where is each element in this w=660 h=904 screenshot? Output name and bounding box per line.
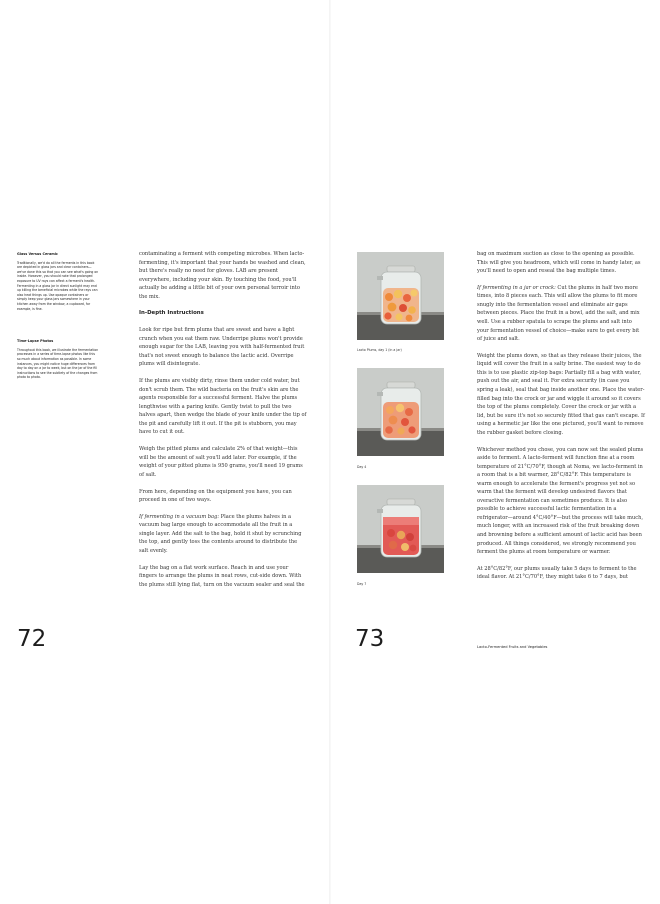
body-paragraph: Weight the plums down, so that as they release their juices, the liquid will cover the fruit in a salty brine. The easiest way to do this is to use plastic zip-top bags: Partially fill a bag with water, push out the air, and seal it. For extra security (in case you spring a leak), seal that bag inside another one. Place the water-filled bag into the crock or jar and wiggle it around so it covers the top of the plums completely. Cover the crock or jar with a lid, but be sure it's not so securely fitted that gas can't escape. If using a hermetic jar like the one pictured, you'll want to remove the rubber gasket before closing. [477, 352, 645, 436]
body-paragraph: Look for ripe but firm plums that are sweet and have a light crunch when you eat them raw. Underripe plums won't provide enough sugar for the LAB, leaving you with half-fermented fruit that's not sweet enough to balance the lactic acid. Overripe plums will disintegrate. [139, 327, 305, 368]
right-page-text-column [477, 250, 645, 590]
photo-caption: Day 7 [357, 582, 367, 586]
photo-caption: Day 4 [357, 465, 367, 469]
body-paragraph: contaminating a ferment with competing microbes. When lacto-fermenting, it's important that your hands be washed and clean, but there's really no need for gloves. LAB are present everywhere, including your skin. By touching the food, you'll actually be adding a little bit of your own personal terroir into the mix. [139, 251, 306, 300]
left-page-text-column [139, 250, 307, 598]
body-paragraph [477, 284, 645, 344]
section-heading: In-Depth Instructions [139, 310, 204, 317]
jar-photo-day-4 [357, 368, 444, 456]
jar-photo-day-1 [357, 252, 444, 340]
running-footer: Lacto-Fermented Fruits and Vegetables [477, 645, 548, 649]
sidebar-note [17, 339, 99, 380]
page-number-left: 72 [17, 626, 47, 652]
sidebar-body: Traditionally, we'd do all the ferments in this book are depicted in glass jars and clear containers—we've done this so that you can see what's going on inside. However, you should note that prolonged exposure to UV rays can affect a ferment's health. Fermenting in a glass jar in direct sunlight may end up killing the beneficial microbes while the rays can also heat things up. Use opaque containers or simply keep your glass jars somewhere in your kitchen away from the window, a cupboard, for example, is fine. [17, 260, 99, 311]
body-paragraph: bag on maximum suction as close to the opening as possible. This will give you headroom, which will come in handy later, as you'll need to open and reseal the bag multiple times. [477, 251, 641, 275]
method-label: If fermenting in a jar or crock: [477, 284, 556, 291]
page-gutter [329, 0, 331, 904]
body-paragraph: If the plums are visibly dirty, rinse them under cold water, but don't scrub them. The wild bacteria on the fruit's skin are the agents responsible for a successful ferment. Halve the plums lengthwise with a paring knife. Gently twist to pull the two halves apart, then wedge the blade of your knife under the tip of the pit and carefully lift it out. If the pit is stubborn, you may have to cut it out. [139, 378, 307, 436]
method-label: If fermenting in a vacuum bag: [139, 513, 220, 520]
sidebar-body: Throughout this book, we illustrate the fermentation processes in a series of time-lapse photos like this so much about information as possible. In some instances, you might notice huge differences from day to day on a jar to week, but on the jar of the fill instructions to see the subtlety of the changes from photo to photo. [17, 347, 99, 380]
jar-photo-day-7 [357, 485, 444, 573]
paragraph-text: Place the plums halves in a vacuum bag large enough to accommodate all the fruit in a single layer. Add the salt to the bag, hold it shut by scrunching the top, and gently toss the contents around to distribute the salt evenly. [139, 513, 302, 554]
sidebar-note [17, 252, 99, 311]
body-paragraph: Weigh the pitted plums and calculate 2% of that weight—this will be the amount of salt you'll add later. For example, if the weight of your pitted plums is 950 grams, you'll need 19 grams of salt. [139, 446, 303, 478]
sidebar-heading: Glass Versus Ceramic [17, 252, 58, 256]
sidebar-heading: Time-Lapse Photos [17, 339, 54, 344]
body-paragraph: Whichever method you chose, you can now set the sealed plums aside to ferment. A lacto-ferment will function fine at a room temperature of 21°C/70°F, though at Noma, we lacto-ferment in a room that is a bit warmer, 28°C/82°F. This temperature is warm enough to accelerate the ferment's progress yet not so warm that the ferment will develop undesired flavors that overactive fermentation can sometimes produce. It is also possible to achieve successful lactic fermentation in a refrigerator—around 4°C/40°F—but the process will take much, much longer, with an increased risk of the fruit breaking down and browning before a sufficient amount of lactic acid has been produced. All things considered, we strongly recommend you ferment the plums at room temperature or warmer. [477, 446, 644, 556]
paragraph-text: Cut the plums in half two more times, into 8 pieces each. This will allow the plums to fit more snugly into the fermentation vessel and eliminate air gaps between pieces. Place the fruit in a bowl, add the salt, and mix well. Use a rubber spatula to scrape the plums and salt into your fermentation vessel of choice—make sure to get every bit of juice and salt. [477, 284, 640, 343]
body-paragraph: At 28°C/82°F, our plums usually take 5 days to ferment to the ideal flavor. At 21°C/70°F, they might take 6 to 7 days, but [477, 565, 637, 581]
body-paragraph: From here, depending on the equipment you have, you can proceed in one of two ways. [139, 488, 292, 504]
sidebar-notes [17, 252, 99, 408]
body-paragraph [139, 513, 307, 556]
body-paragraph: Lay the bag on a flat work surface. Reach in and use your fingers to arrange the plums in neat rows, cut-side down. With the plums still lying flat, turn on the vacuum sealer and seal the [139, 564, 305, 588]
page-number-right: 73 [355, 626, 385, 652]
photo-caption: Lacto Plums, day 1 (in a jar) [357, 348, 402, 352]
